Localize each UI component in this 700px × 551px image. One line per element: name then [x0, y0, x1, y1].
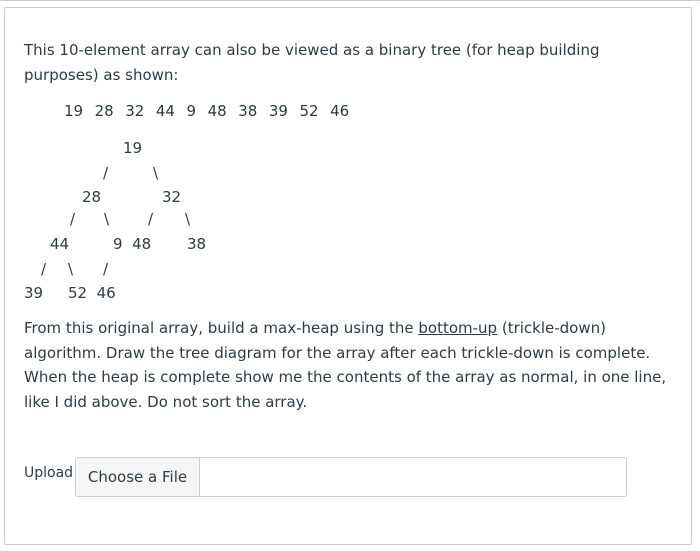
tree-branch-28-right: \	[104, 210, 110, 228]
instructions-text-end: (trickle-down) algorithm. Draw the tree diagram for the array after each trickle-down is complete. When the heap is complete show me the contents of the array as normal, in one line, like I did above. Do not sort the array.	[24, 319, 667, 411]
tree-branch-root-right: \	[153, 164, 159, 182]
tree-branch-44-right: \	[68, 260, 74, 278]
tree-node-32: 32	[162, 188, 182, 206]
array-values-line: 19 28 32 44 9 48 38 39 52 46	[64, 102, 350, 120]
tree-branch-32-left: /	[148, 210, 154, 228]
tree-branch-32-right: \	[185, 210, 191, 228]
tree-branch-9-left: /	[103, 260, 109, 278]
tree-branch-root-left: /	[103, 164, 109, 182]
tree-node-root: 19	[123, 139, 143, 157]
tree-node-28: 28	[82, 188, 102, 206]
tree-node-9-48: 9 48	[113, 235, 152, 253]
upload-label: Upload	[24, 465, 74, 481]
bottom-up-link[interactable]: bottom-up	[418, 319, 498, 337]
question-intro-text: This 10-element array can also be viewed as a binary tree (for heap building purposes) as shown:	[24, 41, 600, 84]
tree-node-39: 39	[24, 284, 44, 302]
instructions-text-start: From this original array, build a max-heap using the	[24, 319, 419, 337]
tree-branch-44-left: /	[41, 260, 47, 278]
tree-node-38: 38	[187, 235, 207, 253]
tree-node-44: 44	[50, 235, 70, 253]
choose-file-button[interactable]: Choose a File	[76, 458, 200, 496]
file-upload-field[interactable]	[75, 457, 627, 497]
question-instructions	[24, 316, 684, 414]
tree-node-52-46: 52 46	[68, 284, 116, 302]
top-divider	[0, 0, 700, 1]
tree-branch-28-left: /	[70, 210, 76, 228]
